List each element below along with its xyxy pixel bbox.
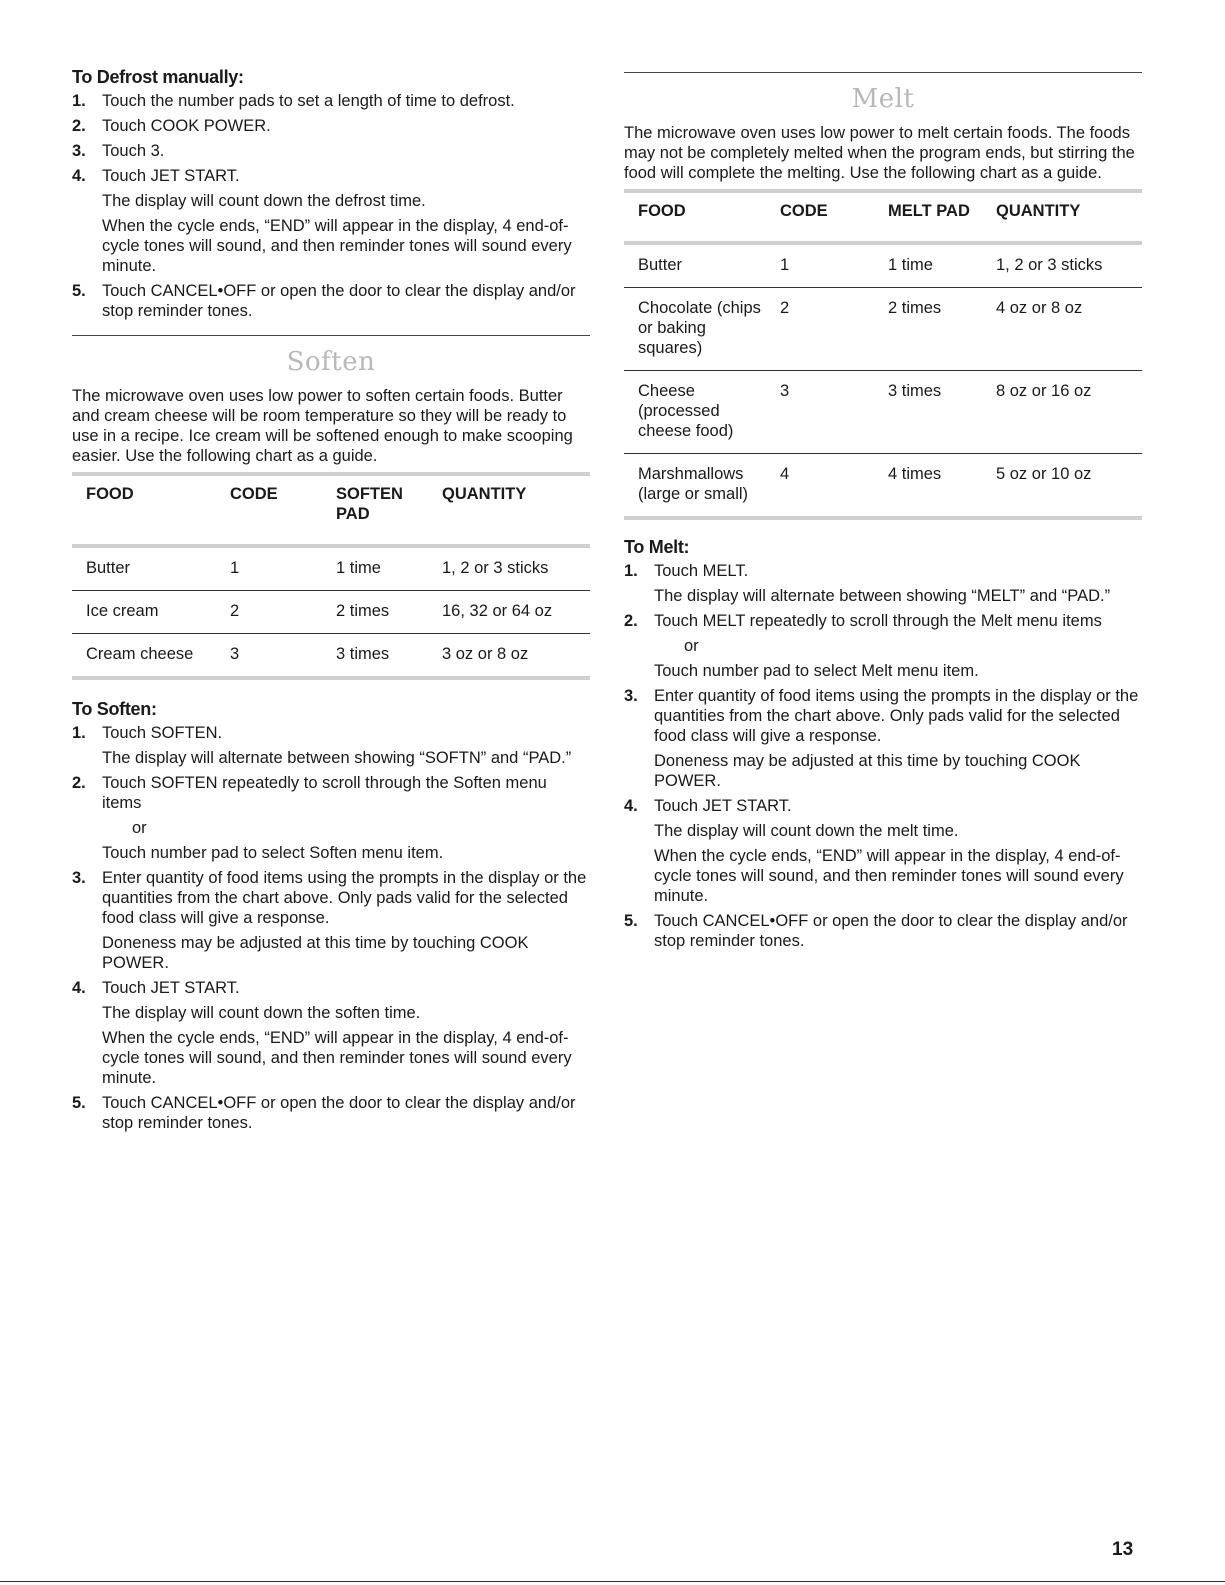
defrost-step [72, 141, 590, 161]
step-number: 1. [72, 92, 86, 110]
step-text: Enter quantity of food items using the prompts in the display or the quantities from the chart above. Only pads valid for the selected food class will give a response. [102, 869, 587, 927]
step-text: Touch the number pads to set a length of time to defrost. [102, 92, 515, 110]
step-detail: Doneness may be adjusted at this time by touching COOK POWER. [102, 934, 529, 972]
table-header-row [624, 191, 1142, 243]
step-text: Touch CANCEL•OFF or open the door to clear the display and/or stop reminder tones. [102, 1094, 576, 1132]
step-detail: When the cycle ends, “END” will appear in the display, 4 end-of-cycle tones will sound, and then reminder tones will sound every minute. [102, 217, 572, 275]
table-cell: Butter [86, 559, 131, 577]
table-cell: 1 [230, 559, 240, 577]
table-cell: Butter [638, 256, 683, 274]
column-header: MELT PAD [888, 202, 970, 220]
table-cell: 3 oz or 8 oz [442, 645, 529, 663]
step-number: 3. [72, 142, 86, 160]
table-header-row [72, 474, 590, 546]
defrost-step [72, 91, 590, 111]
table-cell: 8 oz or 16 oz [996, 382, 1092, 400]
step-number: 5. [72, 1094, 86, 1112]
column-header: FOOD [638, 202, 686, 220]
step-detail: Touch number pad to select Melt menu item. [654, 662, 979, 680]
step-number: 1. [624, 562, 638, 580]
step-or: or [132, 819, 147, 837]
table-cell: Ice cream [86, 602, 159, 620]
column-header: FOOD [86, 485, 134, 503]
soften-table [72, 472, 590, 680]
step-text: Touch JET START. [654, 797, 792, 815]
table-cell: 3 times [888, 382, 942, 400]
column-header: CODE [230, 485, 278, 503]
step-number: 4. [72, 979, 86, 997]
soften-steps [72, 723, 590, 1133]
soften-step [72, 978, 590, 1088]
step-detail: The display will alternate between showing “SOFTN” and “PAD.” [102, 749, 572, 767]
column-header: SOFTEN PAD [336, 485, 403, 523]
melt-steps [624, 561, 1142, 951]
melt-intro: The microwave oven uses low power to melt certain foods. The foods may not be completely melted when the program ends, but stirring the food will complete the melting. Use the following chart as a guide. [624, 124, 1135, 182]
table-cell: 1, 2 or 3 sticks [442, 559, 549, 577]
column-header: QUANTITY [996, 202, 1081, 220]
step-text: Touch JET START. [102, 167, 240, 185]
step-text: Touch MELT. [654, 562, 749, 580]
table-row [72, 591, 590, 634]
table-cell: 3 [780, 382, 790, 400]
table-cell: 1 time [888, 256, 933, 274]
step-detail: When the cycle ends, “END” will appear in the display, 4 end-of-cycle tones will sound, and then reminder tones will sound every minute. [102, 1029, 572, 1087]
section-divider [72, 335, 590, 336]
table-cell: 2 [780, 299, 790, 317]
step-number: 1. [72, 724, 86, 742]
step-number: 4. [72, 167, 86, 185]
table-cell: 2 times [888, 299, 942, 317]
soften-step [72, 868, 590, 973]
table-cell: 2 [230, 602, 240, 620]
defrost-heading: To Defrost manually: [72, 67, 244, 87]
section-divider [624, 72, 1142, 73]
step-text: Touch CANCEL•OFF or open the door to clear the display and/or stop reminder tones. [102, 282, 576, 320]
step-detail: The display will alternate between showing “MELT” and “PAD.” [654, 587, 1111, 605]
table-cell: 5 oz or 10 oz [996, 465, 1092, 483]
step-number: 5. [72, 282, 86, 300]
step-number: 3. [72, 869, 86, 887]
step-text: Touch SOFTEN. [102, 724, 223, 742]
melt-title: Melt [851, 84, 915, 114]
step-text: Touch JET START. [102, 979, 240, 997]
soften-step [72, 773, 590, 863]
step-text: Touch 3. [102, 142, 165, 160]
soften-how-heading: To Soften: [72, 699, 157, 719]
page-number: 13 [1112, 1539, 1134, 1560]
column-header: CODE [780, 202, 828, 220]
left-column [72, 66, 590, 1138]
table-cell: Cream cheese [86, 645, 194, 663]
table-row [624, 454, 1142, 519]
defrost-step [72, 166, 590, 276]
column-header: QUANTITY [442, 485, 527, 503]
step-or: or [684, 637, 699, 655]
step-detail: When the cycle ends, “END” will appear in the display, 4 end-of-cycle tones will sound, and then reminder tones will sound every minute. [654, 847, 1124, 905]
step-text: Touch CANCEL•OFF or open the door to clear the display and/or stop reminder tones. [654, 912, 1128, 950]
table-cell: 1 [780, 256, 790, 274]
table-cell: Marshmallows (large or small) [638, 465, 749, 503]
table-cell: 3 [230, 645, 240, 663]
defrost-step [72, 116, 590, 136]
table-row [624, 371, 1142, 454]
step-detail: The display will count down the melt time. [654, 822, 959, 840]
soften-title: Soften [286, 347, 376, 377]
table-row [624, 288, 1142, 371]
table-cell: 4 oz or 8 oz [996, 299, 1083, 317]
table-row [624, 243, 1142, 288]
table-cell: 16, 32 or 64 oz [442, 602, 553, 620]
step-detail: Doneness may be adjusted at this time by touching COOK POWER. [654, 752, 1081, 790]
table-cell: Cheese (processed cheese food) [638, 382, 734, 440]
table-cell: 4 [780, 465, 790, 483]
table-cell: 2 times [336, 602, 390, 620]
defrost-steps [72, 91, 590, 321]
step-text: Touch SOFTEN repeatedly to scroll through the Soften menu items [102, 774, 547, 812]
table-cell: 3 times [336, 645, 390, 663]
table-cell: 1, 2 or 3 sticks [996, 256, 1103, 274]
right-column [624, 66, 1142, 956]
melt-step [624, 561, 1142, 606]
melt-step [624, 686, 1142, 791]
step-number: 3. [624, 687, 638, 705]
footer-rule [0, 1581, 1225, 1582]
step-text: Touch MELT repeatedly to scroll through the Melt menu items [654, 612, 1102, 630]
melt-step [624, 611, 1142, 681]
soften-step [72, 723, 590, 768]
step-detail: The display will count down the soften time. [102, 1004, 421, 1022]
melt-table [624, 189, 1142, 520]
step-detail: The display will count down the defrost time. [102, 192, 426, 210]
defrost-step [72, 281, 590, 321]
step-text: Enter quantity of food items using the prompts in the display or the quantities from the chart above. Only pads valid for the selected food class will give a response. [654, 687, 1139, 745]
melt-step [624, 911, 1142, 951]
step-number: 5. [624, 912, 638, 930]
table-cell: 4 times [888, 465, 942, 483]
table-cell: Chocolate (chips or baking squares) [638, 299, 761, 357]
melt-how-heading: To Melt: [624, 537, 690, 557]
step-text: Touch COOK POWER. [102, 117, 271, 135]
step-number: 2. [72, 774, 86, 792]
soften-step [72, 1093, 590, 1133]
step-detail: Touch number pad to select Soften menu item. [102, 844, 444, 862]
step-number: 2. [624, 612, 638, 630]
table-row [72, 634, 590, 679]
table-cell: 1 time [336, 559, 381, 577]
soften-intro: The microwave oven uses low power to soften certain foods. Butter and cream cheese will be room temperature so they will be ready to use in a recipe. Ice cream will be softened enough to make scooping easier. Use the following chart as a guide. [72, 387, 573, 465]
table-row [72, 546, 590, 591]
melt-step [624, 796, 1142, 906]
step-number: 4. [624, 797, 638, 815]
step-number: 2. [72, 117, 86, 135]
